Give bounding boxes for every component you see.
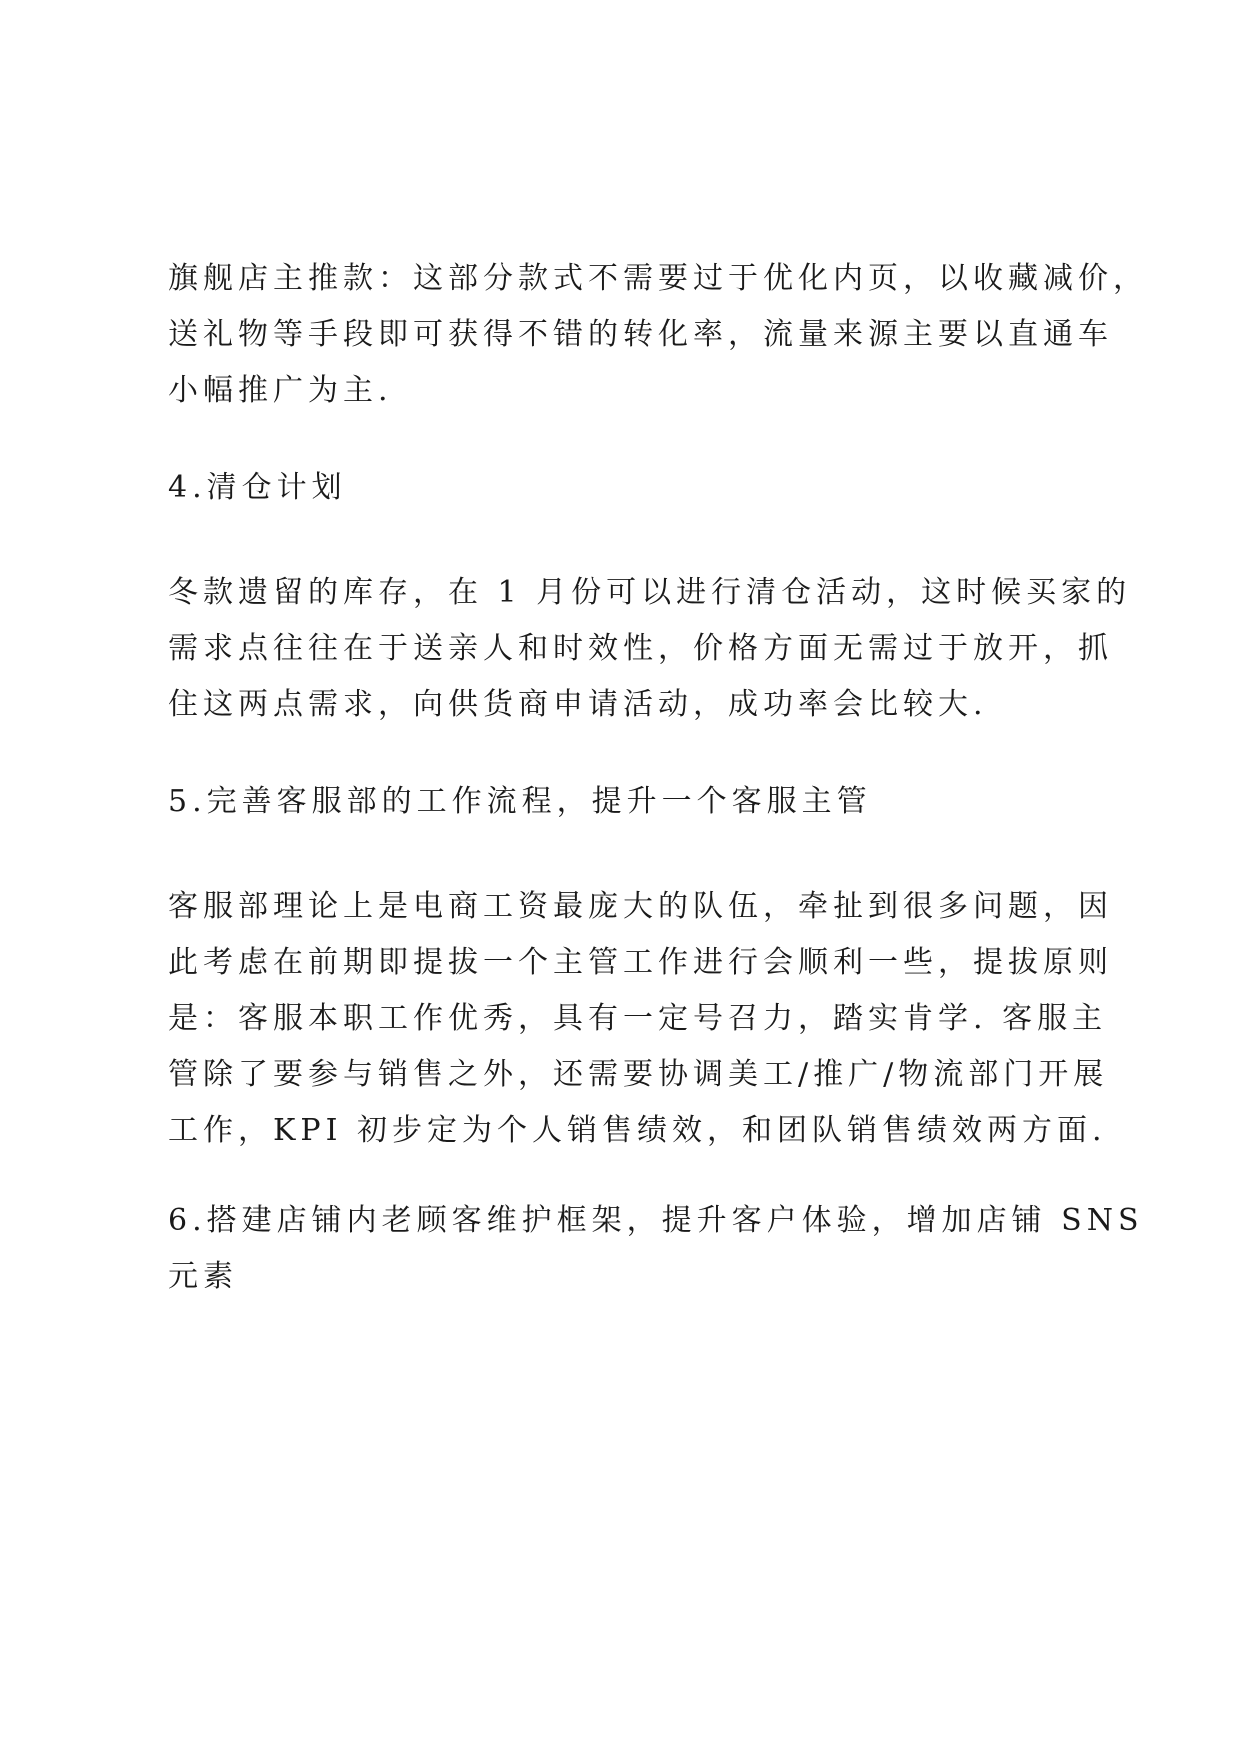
text-line: 旗舰店主推款：这部分款式不需要过于优化内页，以收藏减价，: [168, 261, 1148, 296]
text-line: 6.搭建店铺内老顾客维护框架，提升客户体验，增加店铺 SNS: [168, 1203, 1144, 1238]
paragraph-flagship-products: [168, 251, 1148, 419]
text-line: 5.完善客服部的工作流程，提升一个客服主管: [168, 784, 872, 819]
text-line: 管除了要参与销售之外，还需要协调美工/推广/物流部门开展: [168, 1057, 1109, 1092]
text-line: 冬款遗留的库存，在 1 月份可以进行清仓活动，这时候买家的: [168, 575, 1132, 610]
text-line: 需求点往往在于送亲人和时效性，价格方面无需过于放开，抓: [168, 631, 1113, 666]
section-heading-4: [168, 460, 1078, 516]
paragraph-clearance: [168, 565, 1132, 733]
text-line: 住这两点需求，向供货商申请活动，成功率会比较大.: [168, 687, 988, 722]
section-heading-5: [168, 774, 1078, 830]
text-line: 小幅推广为主.: [168, 373, 393, 408]
text-line: 送礼物等手段即可获得不错的转化率，流量来源主要以直通车: [168, 317, 1113, 352]
paragraph-customer-service: [168, 879, 1113, 1159]
text-line: 客服部理论上是电商工资最庞大的队伍，牵扯到很多问题，因: [168, 889, 1113, 924]
text-line: 工作，KPI 初步定为个人销售绩效，和团队销售绩效两方面.: [168, 1113, 1107, 1148]
text-line: 此考虑在前期即提拔一个主管工作进行会顺利一些，提拔原则: [168, 945, 1113, 980]
text-line: 是：客服本职工作优秀，具有一定号召力，踏实肯学. 客服主: [168, 1001, 1108, 1036]
text-line: 元素: [168, 1259, 238, 1294]
section-heading-6: [168, 1193, 1144, 1305]
text-line: 4.清仓计划: [168, 470, 347, 505]
